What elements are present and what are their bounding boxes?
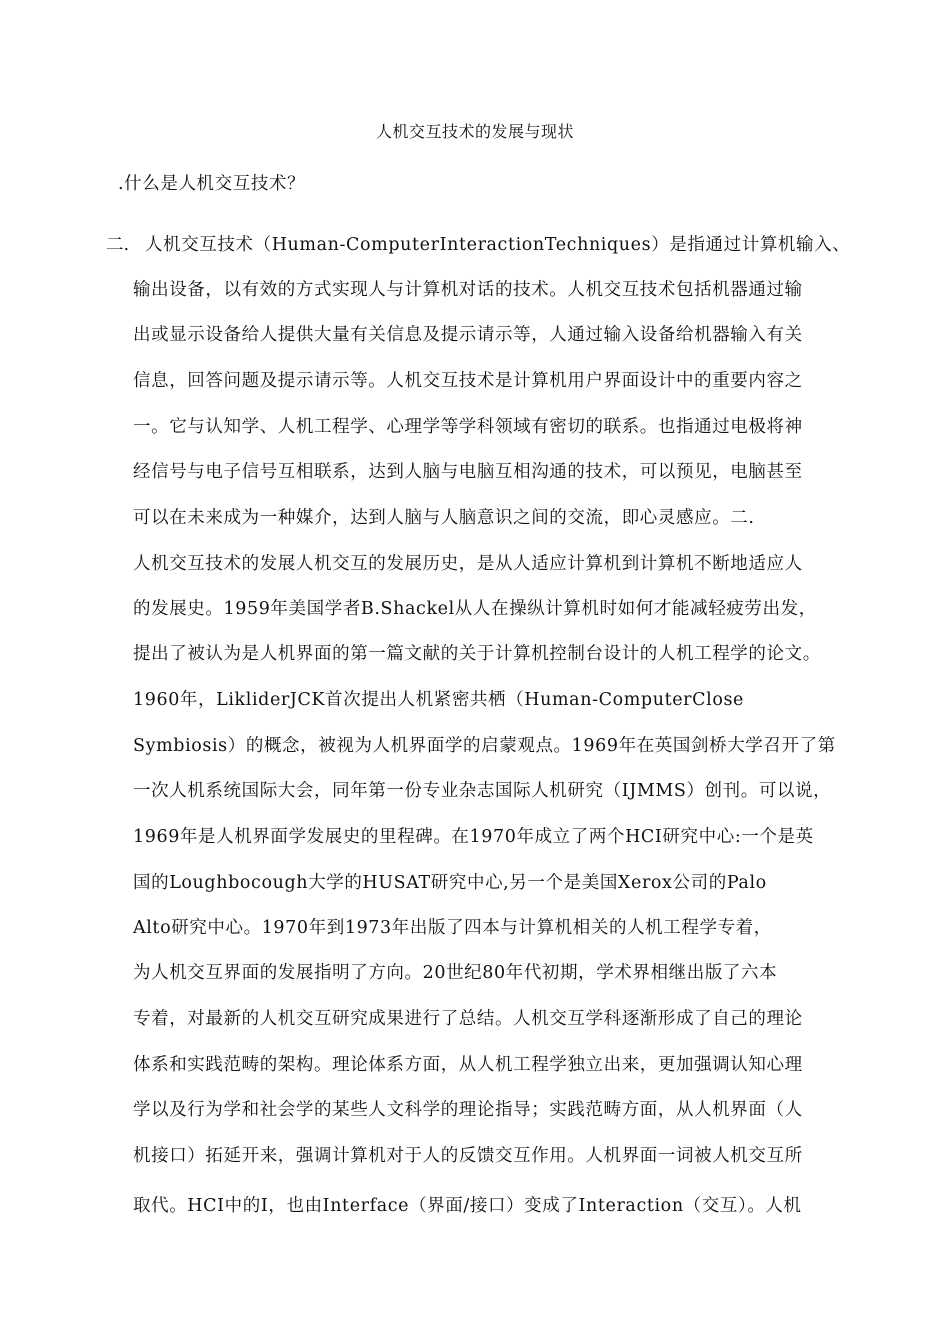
paragraph-line: 一次人机系统国际大会，同年第一份专业杂志国际人机研究（IJMMS）创刊。可以说， xyxy=(133,781,832,801)
paragraph-line: 1960年，LikliderJCK首次提出人机紧密共栖（Human-ComputerClose xyxy=(133,690,745,710)
document-title: 人机交互技术的发展与现状 xyxy=(375,122,574,141)
paragraph-line: 专着，对最新的人机交互研究成果进行了总结。人机交互学科逐渐形成了自己的理论 xyxy=(133,1009,803,1029)
paragraph-line: 提出了被认为是人机界面的第一篇文献的关于计算机控制台设计的人机工程学的论文。 xyxy=(133,644,821,664)
section-question: .什么是人机交互技术？ xyxy=(118,174,306,194)
paragraph-line: 学以及行为学和社会学的某些人文科学的理论指导；实践范畴方面，从人机界面（人 xyxy=(133,1100,803,1120)
paragraph-line: 人机交互技术的发展人机交互的发展历史，是从人适应计算机到计算机不断地适应人 xyxy=(133,554,803,574)
paragraph-line: 为人机交互界面的发展指明了方向。20世纪80年代初期，学术界相继出版了六本 xyxy=(133,963,778,983)
paragraph-line: 人机交互技术（Human-ComputerInteractionTechniques）是指通过计算机输入、 xyxy=(145,235,851,255)
paragraph-line: 出或显示设备给人提供大量有关信息及提示请示等，人通过输入设备给机器输入有关 xyxy=(133,325,803,345)
paragraph-line: 国的Loughbocough大学的HUSAT研究中心,另一个是美国Xerox公司的Palo xyxy=(133,873,767,893)
paragraph-line: Symbiosis）的概念，被视为人机界面学的启蒙观点。1969年在英国剑桥大学召开了第 xyxy=(133,736,836,756)
paragraph-line: 一。它与认知学、人机工程学、心理学等学科领域有密切的联系。也指通过电极将神 xyxy=(133,417,803,437)
paragraph-line: 输出设备，以有效的方式实现人与计算机对话的技术。人机交互技术包括机器通过输 xyxy=(133,280,803,300)
paragraph-line: 信息，回答问题及提示请示等。人机交互技术是计算机用户界面设计中的重要内容之 xyxy=(133,371,803,391)
paragraph-line: Alto研究中心。1970年到1973年出版了四本与计算机相关的人机工程学专着， xyxy=(133,918,772,938)
paragraph-line: 经信号与电子信号互相联系，达到人脑与电脑互相沟通的技术，可以预见，电脑甚至 xyxy=(133,462,803,482)
paragraph-line: 机接口）拓延开来，强调计算机对于人的反馈交互作用。人机界面一词被人机交互所 xyxy=(133,1146,803,1166)
section-number: 二. xyxy=(106,235,130,255)
paragraph-line: 1969年是人机界面学发展史的里程碑。在1970年成立了两个HCI研究中心:一个是英 xyxy=(133,827,814,847)
paragraph-line: 的发展史。1959年美国学者B.Shackel从人在操纵计算机时如何才能减轻疲劳出发， xyxy=(133,599,817,619)
paragraph-line: 取代。HCI中的I，也由Interface（界面/接口）变成了Interaction（交互）。人机 xyxy=(133,1196,802,1216)
paragraph-line: 可以在未来成为一种媒介，达到人脑与人脑意识之间的交流，即心灵感应。二. xyxy=(133,508,755,528)
paragraph-line: 体系和实践范畴的架构。理论体系方面，从人机工程学独立出来，更加强调认知心理 xyxy=(133,1055,803,1075)
